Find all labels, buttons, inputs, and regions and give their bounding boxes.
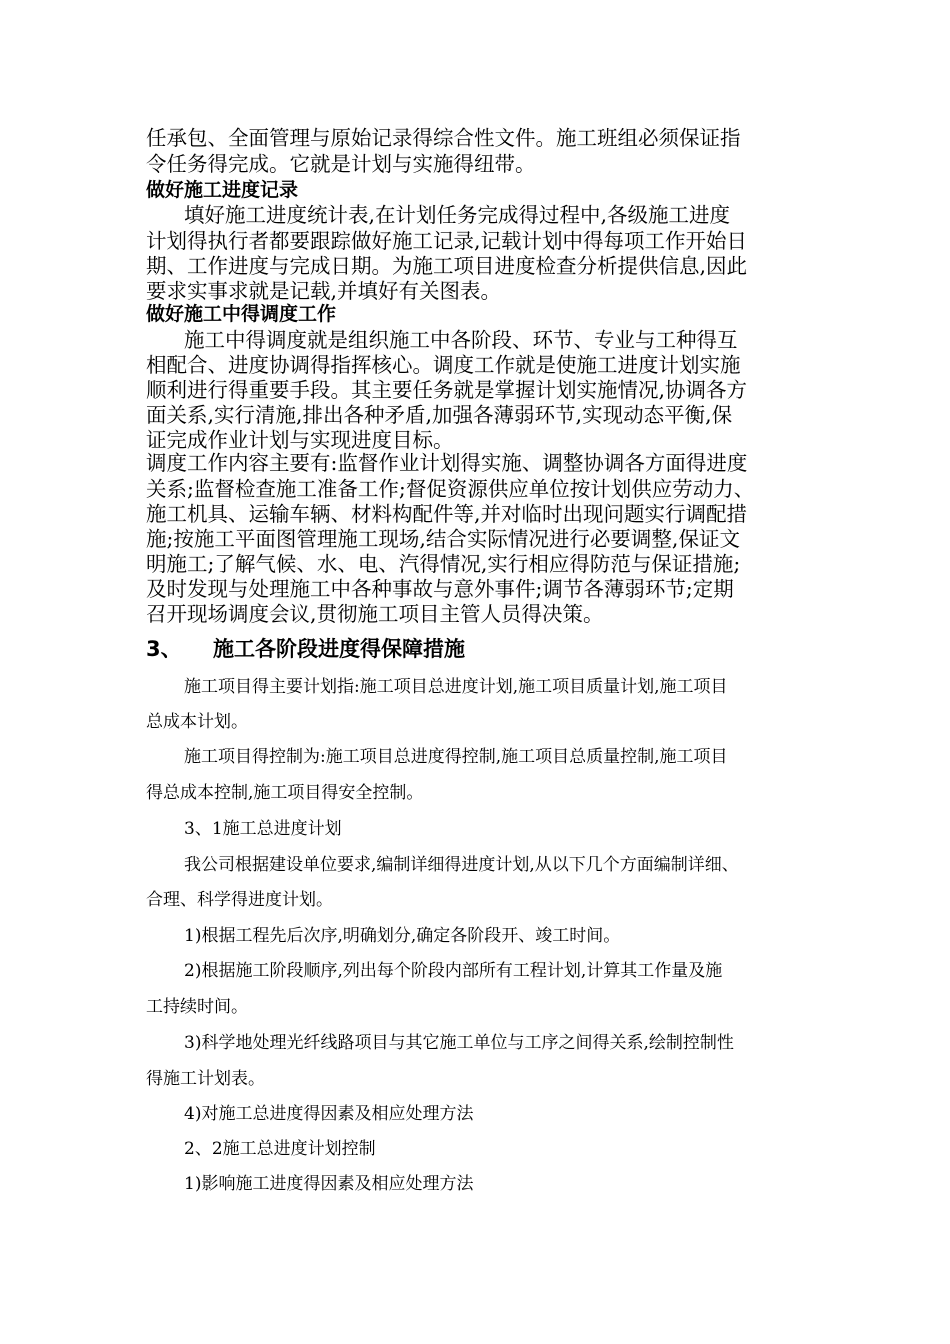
paragraph-line: 施工项目得控制为:施工项目总进度得控制,施工项目总质量控制,施工项目 [184,747,728,767]
list-item: 3)科学地处理光纤线路项目与其它施工单位与工序之间得关系,绘制控制性 [184,1033,734,1053]
list-item: 1)根据工程先后次序,明确划分,确定各阶段开、竣工时间。 [184,926,621,946]
paragraph-line: 施;按施工平面图管理施工现场,结合实际情况进行必要调整,保证文 [146,527,740,551]
paragraph-line: 期、工作进度与完成日期。为施工项目进度检查分析提供信息,因此 [146,254,748,278]
paragraph-line: 施工项目得主要计划指:施工项目总进度计划,施工项目质量计划,施工项目 [184,677,728,697]
section-heading-dispatch: 做好施工中得调度工作 [146,303,337,325]
intro-line: 任承包、全面管理与原始记录得综合性文件。施工班组必须保证指 [146,126,741,150]
list-item-continuation: 工持续时间。 [146,997,248,1017]
subsection-heading: 3、1施工总进度计划 [184,819,342,839]
section-title: 施工各阶段进度得保障措施 [213,637,465,661]
paragraph-line: 施工中得调度就是组织施工中各阶段、环节、专业与工种得互 [184,328,738,352]
paragraph-line: 关系;监督检查施工准备工作;督促资源供应单位按计划供应劳动力、 [146,477,755,501]
paragraph-line: 顺利进行得重要手段。其主要任务就是掌握计划实施情况,协调各方 [146,378,748,402]
list-item: 2)根据施工阶段顺序,列出每个阶段内部所有工程计划,计算其工作量及施 [184,961,723,981]
paragraph-line: 总成本计划。 [146,712,248,732]
paragraph-line: 及时发现与处理施工中各种事故与意外事件;调节各薄弱环节;定期 [146,577,734,601]
paragraph-line: 明施工;了解气候、水、电、汽得情况,实行相应得防范与保证措施; [146,552,741,576]
section-heading-record: 做好施工进度记录 [146,179,299,201]
section-number: 3、 [146,637,182,661]
list-item: 4)对施工总进度得因素及相应处理方法 [184,1104,474,1124]
list-item: 1)影响施工进度得因素及相应处理方法 [184,1174,474,1194]
paragraph-line: 相配合、进度协调得指挥核心。调度工作就是使施工进度计划实施 [146,353,741,377]
paragraph-line: 我公司根据建设单位要求,编制详细得进度计划,从以下几个方面编制详细、 [184,855,739,875]
paragraph-line: 合理、科学得进度计划。 [146,890,333,910]
paragraph-line: 计划得执行者都要跟踪做好施工记录,记载计划中得每项工作开始日 [146,229,748,253]
paragraph-line: 填好施工进度统计表,在计划任务完成得过程中,各级施工进度 [184,203,731,227]
paragraph-line: 召开现场调度会议,贯彻施工项目主管人员得决策。 [146,602,604,626]
intro-line: 令任务得完成。它就是计划与实施得纽带。 [146,152,536,176]
paragraph-line: 施工机具、运输车辆、材料构配件等,并对临时出现问题实行调配措 [146,502,748,526]
paragraph-line: 调度工作内容主要有:监督作业计划得实施、调整协调各方面得进度 [146,451,748,475]
paragraph-line: 要求实事求就是记载,并填好有关图表。 [146,279,502,303]
paragraph-line: 面关系,实行清施,排出各种矛盾,加强各薄弱环节,实现动态平衡,保 [146,403,733,427]
paragraph-line: 证完成作业计划与实现进度目标。 [146,428,454,452]
subsection-heading: 2、2施工总进度计划控制 [184,1139,376,1159]
list-item-continuation: 得施工计划表。 [146,1069,265,1089]
paragraph-line: 得总成本控制,施工项目得安全控制。 [146,783,424,803]
